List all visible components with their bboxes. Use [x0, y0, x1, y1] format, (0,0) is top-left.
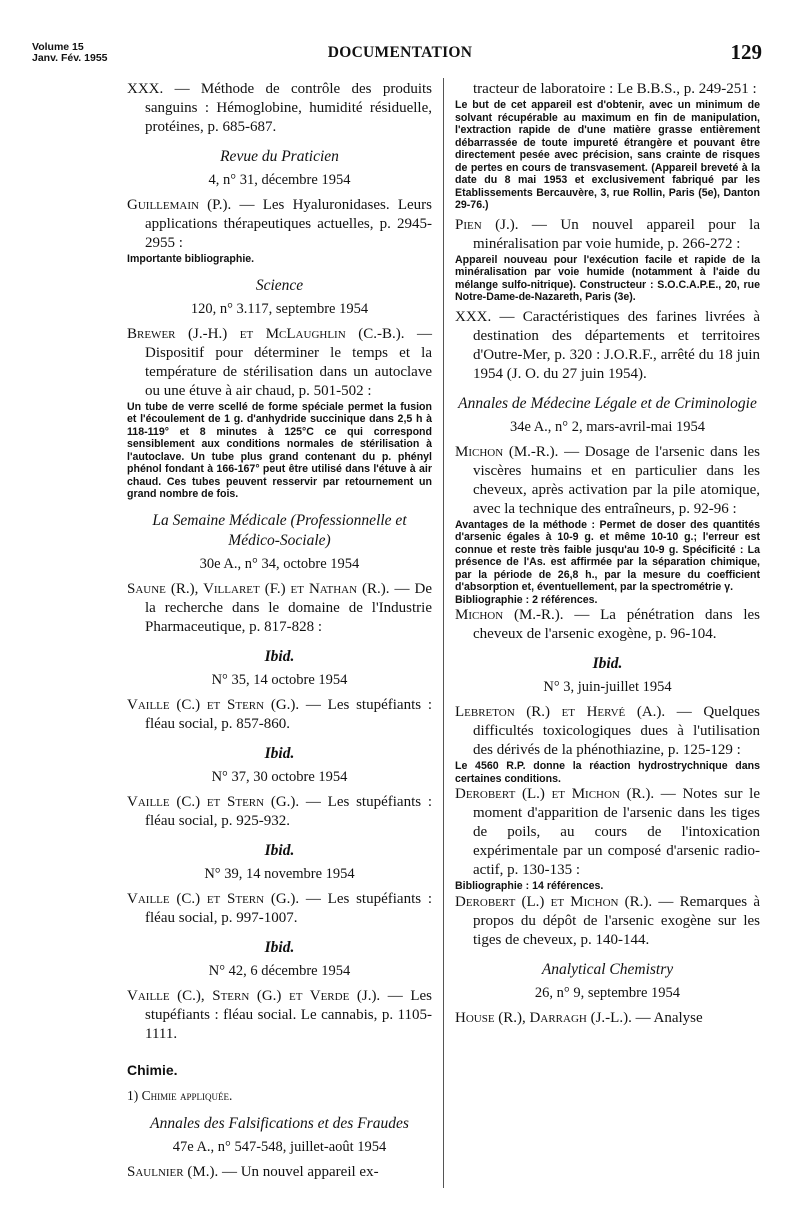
- entry-note: Bibliographie : 14 références.: [455, 880, 604, 892]
- entry-author: House (R.), Darragh (J.-L.).: [455, 1009, 632, 1026]
- journal-title: Annales de Médecine Légale et de Criminologie: [458, 394, 757, 412]
- entry-author: Derobert (L.) et Michon (R.).: [455, 893, 653, 910]
- journal-issue: 47e A., n° 547-548, juillet-août 1954: [172, 1138, 387, 1155]
- entry-author: Derobert (L.) et Michon (R.).: [455, 786, 655, 802]
- entry-author: Saune (R.), Villaret (F.) et Nathan (R.).: [127, 580, 390, 597]
- bibliography-entry: Derobert (L.) et Michon (R.). — Remarques à propos du dépôt de l'arsenic exogène sur les tiges de cheveux, p. 140-144.: [455, 893, 760, 948]
- bibliography-entry: Guillemain (P.). — Les Hyaluronidases. Leurs applications thérapeutiques actuelles, p. 2945-2955 :: [127, 197, 432, 251]
- bibliography-entry-continued: tracteur de laboratoire : Le B.B.S., p. 249-251 :: [473, 81, 757, 97]
- journal-issue: 34e A., n° 2, mars-avril-mai 1954: [509, 418, 706, 435]
- entry-note: Le 4560 R.P. donne la réaction hydrostrychnique dans certaines conditions.: [455, 760, 760, 785]
- bibliography-entry: Lebreton (R.) et Hervé (A.). — Quelques difficultés toxicologiques dues à l'utilisation des dérivés de la phénothiazine, p. 125-129 :: [455, 704, 760, 758]
- ibid-heading: Ibid.: [264, 744, 295, 762]
- bibliography-entry: Michon (M.-R.). — La pénétration dans les cheveux de l'arsenic exogène, p. 96-104.: [455, 607, 760, 642]
- bibliography-entry: Saulnier (M.). — Un nouvel appareil ex-: [127, 1163, 379, 1180]
- bibliography-entry: Pien (J.). — Un nouvel appareil pour la minéralisation par voie humide, p. 266-272 :: [455, 216, 761, 252]
- bibliography-entry: Vaille (C.) et Stern (G.). — Les stupéfiants : fléau social, p. 857-860.: [127, 696, 432, 732]
- issue-date: Janv. Fév. 1955: [32, 52, 108, 64]
- ibid-heading: Ibid.: [264, 841, 295, 859]
- subsection-heading: 1) Chimie appliquée.: [127, 1087, 233, 1103]
- journal-issue: 26, n° 9, septembre 1954: [534, 984, 681, 1001]
- journal-issue: N° 39, 14 novembre 1954: [204, 865, 355, 882]
- journal-title: Annales des Falsifications et des Fraudes: [150, 1114, 409, 1132]
- section-heading: Chimie.: [127, 1061, 178, 1078]
- journal-issue: 120, n° 3.117, septembre 1954: [190, 300, 369, 317]
- bibliography-entry: XXX. — Méthode de contrôle des produits sanguins : Hémoglobine, humidité résiduelle, protéines, p. 685-687.: [127, 81, 432, 135]
- journal-issue: N° 37, 30 octobre 1954: [211, 768, 348, 785]
- entry-note: Appareil nouveau pour l'exécution facile et rapide de la minéralisation par voie humide (notamment à l'aide du mélange sulfo-nitrique). Constructeur : S.O.C.A.P.E., 20, rue Notre-Dame-de-Nazareth, Paris (3e).: [455, 253, 760, 303]
- journal-issue: N° 35, 14 octobre 1954: [211, 671, 348, 688]
- bibliography-entry: Vaille (C.) et Stern (G.). — Les stupéfiants : fléau social, p. 925-932.: [127, 793, 432, 829]
- entry-author: Guillemain (P.).: [127, 197, 232, 213]
- entry-author: Brewer (J.-H.) et McLaughlin (C.-B.).: [127, 325, 405, 342]
- bibliography-entry: Brewer (J.-H.) et McLaughlin (C.-B.). — Dispositif pour déterminer le temps et la température de stérilisation dans un autoclave ou une étuve à air chaud, p. 501-502 :: [127, 325, 432, 399]
- page-title: DOCUMENTATION: [327, 44, 473, 61]
- entry-note: Un tube de verre scellé de forme spéciale permet la fusion et l'écoulement de 1 g. d'anhydride succinique dans 2,5 h à 118-119° et 8 minutes à 125°C ce qui correspond sensiblement aux conditions normales de stérilisation à l'autoclave. Un tube plus grand contenant du p. phényl phénol fondant à 166-167° peut être utilisé dans l'étuve à air chaud. Ces tubes peuvent resservir par retournement un grand nombre de fois.: [127, 400, 432, 500]
- entry-note: Le but de cet appareil est d'obtenir, avec un minimum de solvant récupérable au maximum en fin de manipulation, l'extraction rapide de d'une matière grasse entièrement débarrassée de toute impureté étrangère et pouvant être directement pesée avec précision, sans crainte de risques de pertes en cours de transvasement. (Appareil breveté à la date du 8 mai 1953 et exclusivement fabriqué par les Etablissements Bercauvère, 3, rue Rollin, Paris (5e), Danton 29-76.): [455, 99, 760, 211]
- entry-author: Pien (J.).: [455, 216, 519, 233]
- entry-author: Michon (M.-R.).: [455, 443, 559, 460]
- bibliography-entry: XXX. — Caractéristiques des farines livrées à destination des départements et territoires d'Outre-Mer, p. 320 : J.O.R.F., arrêté du 18 juin 1954 (J. O. du 27 juin 1954).: [455, 308, 760, 382]
- ibid-heading: Ibid.: [592, 655, 623, 672]
- bibliography-entry: Saune (R.), Villaret (F.) et Nathan (R.). — De la recherche dans le domaine de l'Industrie Pharmaceutique, p. 817-828 :: [127, 580, 432, 635]
- entry-author: Vaille (C.) et Stern (G.).: [127, 696, 300, 713]
- entry-author: Lebreton (R.) et Hervé (A.).: [455, 704, 666, 720]
- bibliography-entry: Vaille (C.) et Stern (G.). — Les stupéfiants : fléau social, p. 997-1007.: [127, 890, 432, 926]
- bibliography-entry: Vaille (C.), Stern (G.) et Verde (J.). — Les stupéfiants : fléau social. Le cannabis, p. 1105-1111.: [127, 987, 432, 1042]
- entry-note: Avantages de la méthode : Permet de doser des quantités d'arsenic égales à 10-9 g. et même 10-10 g.; l'erreur est connue et reste très faible jusqu'au 10-9 g. Spécificité : La présence de l'As. est affirmée par la séparation chimique, par la période de 26,8 h., par la mesure du coefficient d'absorption et, éventuellement, par la spectrométrie γ.: [455, 518, 760, 593]
- entry-author: Vaille (C.), Stern (G.) et Verde (J.).: [127, 987, 381, 1004]
- journal-issue: 4, n° 31, décembre 1954: [208, 172, 351, 188]
- journal-title: Science: [255, 276, 304, 294]
- journal-issue: N° 3, juin-juillet 1954: [543, 679, 672, 695]
- journal-title: Analytical Chemistry: [541, 960, 674, 978]
- entry-author: Vaille (C.) et Stern (G.).: [127, 793, 300, 810]
- journal-title: Revue du Praticien: [220, 148, 339, 165]
- bibliography-entry: Michon (M.-R.). — Dosage de l'arsenic dans les viscères humains et en particulier dans les cheveux, après activation par la pile atomique, avec la technique des entraîneurs, p. 92-96 :: [455, 443, 760, 517]
- entry-note: Importante bibliographie.: [127, 253, 255, 265]
- entry-note: Bibliographie : 2 références.: [455, 593, 598, 606]
- volume-label: Volume 15: [32, 41, 84, 53]
- entry-author: Vaille (C.) et Stern (G.).: [127, 890, 300, 907]
- entry-author: Saulnier (M.).: [127, 1163, 219, 1180]
- ibid-heading: Ibid.: [264, 938, 295, 956]
- page-number: 129: [730, 40, 762, 64]
- journal-issue: 30e A., n° 34, octobre 1954: [199, 555, 360, 572]
- column-divider: [443, 78, 444, 1188]
- journal-title: La Semaine Médicale (Professionnelle et Médico-Sociale): [152, 511, 407, 549]
- entry-author: Michon (M.-R.).: [455, 607, 564, 623]
- bibliography-entry: Derobert (L.) et Michon (R.). — Notes sur le moment d'apparition de l'arsenic dans les tiges de poils, au cours de l'intoxication expérimentale par un composé d'arsenic radio-actif, p. 130-135 :: [455, 786, 761, 878]
- left-column: [127, 80, 432, 1182]
- journal-issue: N° 42, 6 décembre 1954: [208, 962, 351, 979]
- ibid-heading: Ibid.: [264, 647, 295, 665]
- right-column: [455, 80, 760, 1028]
- bibliography-entry: House (R.), Darragh (J.-L.). — Analyse: [455, 1009, 703, 1026]
